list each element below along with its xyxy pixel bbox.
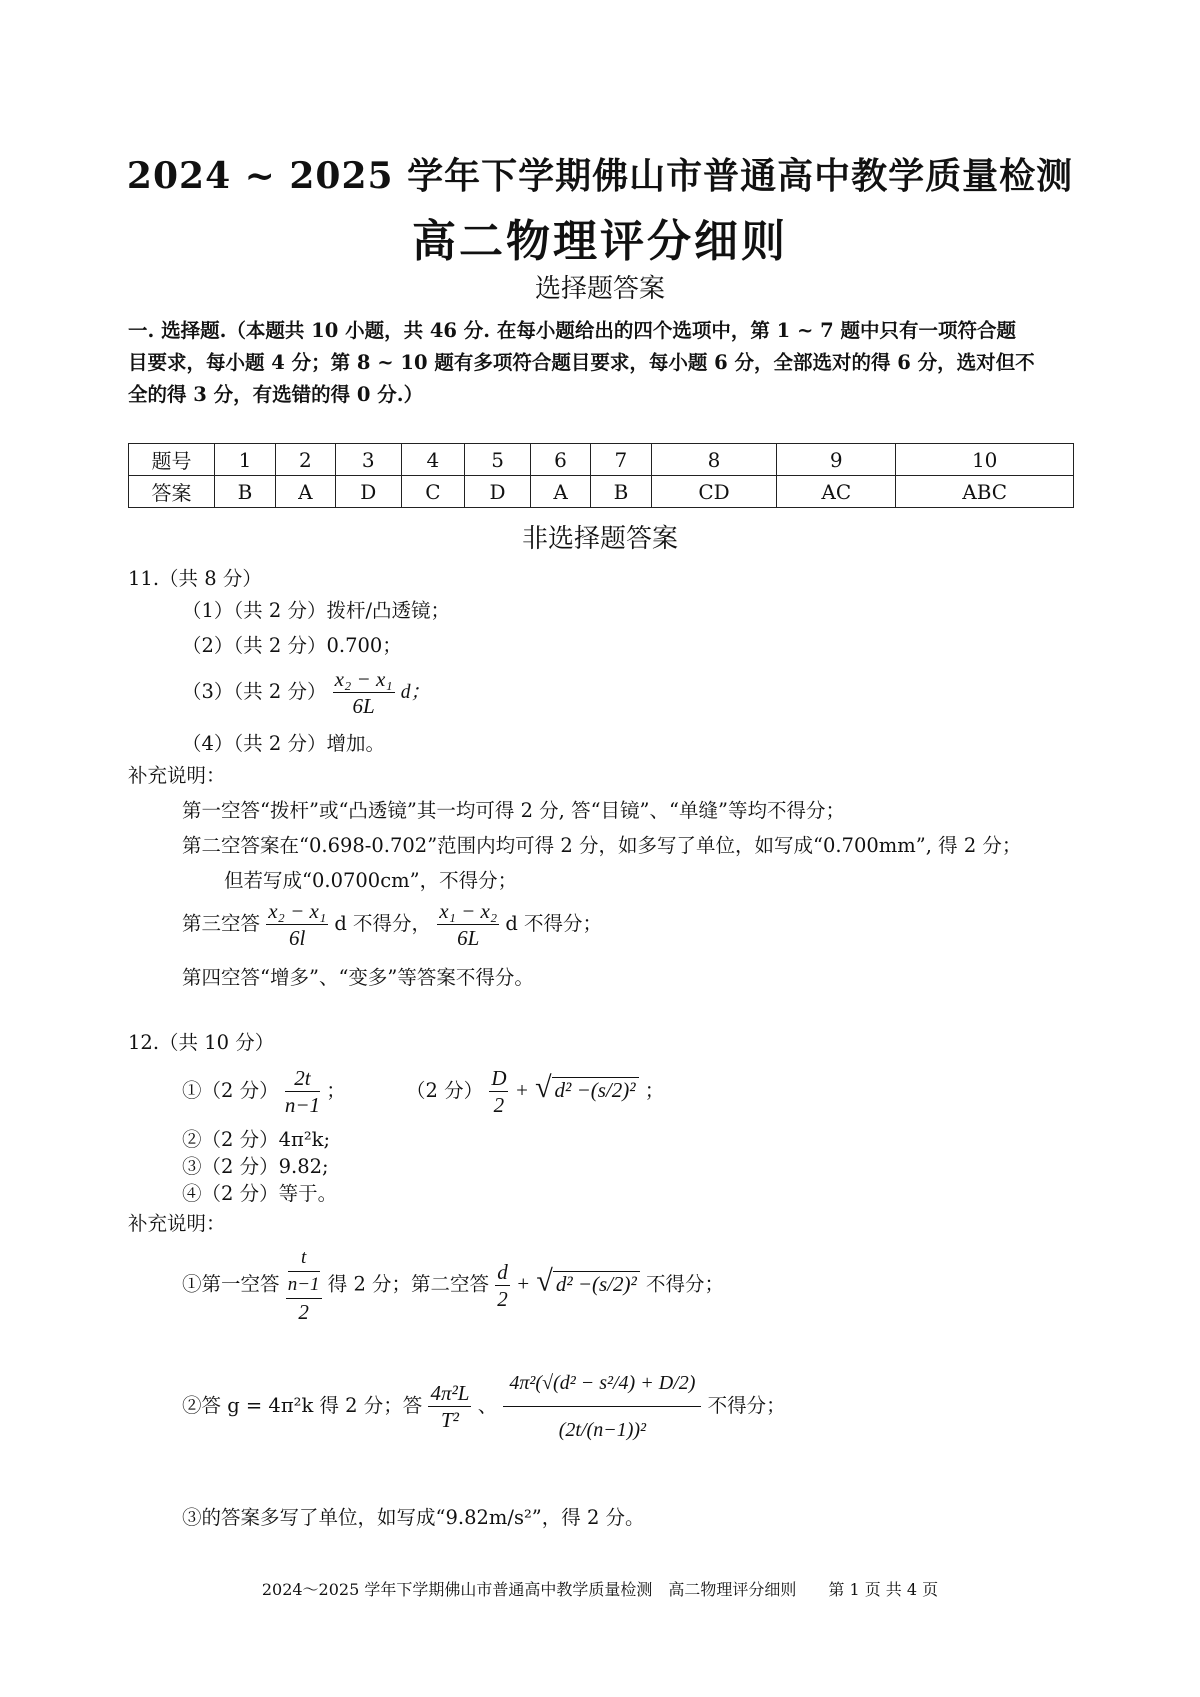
q11-note-heading: 补充说明：: [128, 764, 226, 787]
instruction-line: 一. 选择题.（本题共 10 小题，共 46 分. 在每小题给出的四个选项中，第 1 ~ 7 题中只有一项符合题: [128, 319, 1017, 342]
q11-note-2b: 但若写成“0.0700cm”，不得分；: [224, 869, 518, 892]
q12-answer-1-sep: ；: [326, 1079, 346, 1102]
fraction-numerator: x₂ − x₁: [334, 667, 393, 691]
fraction-numerator: t: [288, 1245, 320, 1272]
q12-note-1: ①第一空答 $\frac{\frac{t}{n-1}}{2}$ 得 2 分；第二空答 $\frac{d}{2}$ + √ d² −(s/2)² 不得分；: [182, 1247, 725, 1324]
q12-note-2-sep: 、: [477, 1394, 498, 1417]
fraction: [437, 898, 499, 951]
table-cell: 9: [777, 444, 896, 476]
fraction-numerator: 2t: [285, 1065, 320, 1092]
q11-note-3-mid: d 不得分，: [334, 912, 432, 935]
fraction-denominator: n−1: [287, 1274, 320, 1295]
table-row-answers: [129, 476, 1074, 508]
table-cell: D: [335, 476, 401, 508]
sqrt-expression: d² −(s/2)²: [553, 1271, 640, 1296]
fraction-denominator: 6L: [352, 694, 375, 718]
fraction-denominator: T²: [440, 1408, 459, 1432]
fraction-denominator: (2t/(n−1))²: [558, 1419, 647, 1441]
fraction-numerator: 4π²L: [430, 1381, 470, 1405]
table-cell: B: [215, 476, 276, 508]
document-subtitle: 高二物理评分细则: [412, 216, 788, 267]
fraction-denominator: 6L: [457, 926, 480, 950]
row-label: 答案: [129, 476, 215, 508]
fraction: [266, 898, 328, 951]
q12-answer-1b: （2 分） $\frac{D}{2}$ + √ d² −(s/2)² ；: [406, 1066, 665, 1117]
q11-part-2: （2）（共 2 分）0.700；: [182, 634, 402, 657]
table-cell: 10: [896, 444, 1074, 476]
q11-part-3-label: （3）（共 2 分）: [182, 680, 327, 703]
q12-answer-1-label: ①（2 分）: [182, 1079, 279, 1102]
q12-note-2-tail: 不得分；: [707, 1394, 786, 1417]
section-heading-nonchoice: 非选择题答案: [521, 524, 678, 554]
section-heading-choice: 选择题答案: [534, 274, 665, 304]
instruction-line: 全的得 3 分，有选错的得 0 分.）: [128, 383, 424, 406]
q12-note-1-mid: 得 2 分；第二空答: [327, 1272, 490, 1296]
q11-part-1: （1）（共 2 分）拨杆/凸透镜；: [182, 599, 451, 622]
fraction-numerator: x₂ − x₁: [268, 899, 327, 923]
table-cell: AC: [777, 476, 896, 508]
q11-note-3-tail: d 不得分；: [505, 912, 603, 935]
sqrt-expression: d² −(s/2)²: [552, 1077, 639, 1102]
table-cell: C: [401, 476, 464, 508]
q12-note-2-label: ②答 g = 4π²k 得 2 分；答: [182, 1394, 423, 1417]
table-cell: A: [531, 476, 591, 508]
page-footer: 2024～2025 学年下学期佛山市普通高中教学质量检测 高二物理评分细则 第 1 页 共 4 页: [261, 1580, 939, 1599]
fraction-denominator: 2: [298, 1300, 309, 1324]
q12-answer-1: [182, 1065, 346, 1118]
table-cell: 2: [275, 444, 335, 476]
q12-answer-1b-label: （2 分）: [406, 1079, 484, 1102]
q11-part-4: （4）（共 2 分）增加。: [182, 732, 385, 755]
table-cell: ABC: [896, 476, 1074, 508]
q12-note-2: [182, 1360, 786, 1453]
q11-note-1: 第一空答“拨杆”或“凸透镜”其一均可得 2 分, 答“目镜”、“单缝”等均不得分；: [182, 799, 845, 822]
fraction-numerator: d: [497, 1259, 508, 1284]
q11-note-3: [182, 898, 602, 951]
q11-part-3-tail: d；: [400, 682, 431, 703]
q12-note-1-tail: 不得分；: [646, 1272, 725, 1296]
sqrt-icon: √: [536, 1264, 553, 1298]
fraction: [285, 1065, 320, 1118]
fraction-denominator: 2: [493, 1093, 505, 1117]
table-cell: 3: [335, 444, 401, 476]
q12-answer-3: ③（2 分）9.82;: [182, 1155, 329, 1178]
sqrt-icon: √: [535, 1071, 552, 1104]
table-cell: 8: [651, 444, 776, 476]
fraction-denominator: 6l: [289, 926, 306, 950]
fraction-numerator: [286, 1245, 322, 1299]
q12-answer-2: ②（2 分）4π²k;: [182, 1128, 331, 1151]
document-title: 2024 ~ 2025 学年下学期佛山市普通高中教学质量检测: [126, 155, 1074, 197]
table-row-numbers: [129, 444, 1074, 476]
fraction-numerator: D: [491, 1066, 507, 1090]
q11-heading: 11.（共 8 分）: [128, 567, 262, 590]
fraction: [428, 1380, 471, 1433]
answer-table: [128, 443, 1074, 508]
fraction: [333, 666, 395, 719]
table-cell: A: [275, 476, 335, 508]
q11-note-4: 第四空答“增多”、“变多”等答案不得分。: [182, 966, 534, 989]
q12-answer-4: ④（2 分）等于。: [182, 1182, 338, 1205]
fraction: [288, 1245, 320, 1298]
fraction-numerator: 4π²(√(d² − s²/4) + D/2): [503, 1360, 701, 1407]
fraction: [503, 1360, 701, 1453]
fraction-numerator: x₁ − x₂: [439, 899, 498, 923]
q11-note-3-label: 第三空答: [182, 912, 261, 935]
fraction-denominator: n−1: [284, 1093, 320, 1117]
q11-note-2: 第二空答案在“0.698-0.702”范围内均可得 2 分，如多写了单位，如写成“0.700mm”, 得 2 分；: [182, 834, 1022, 857]
table-cell: 5: [465, 444, 531, 476]
table-cell: B: [590, 476, 651, 508]
q12-answer-1b-tail: ；: [644, 1079, 665, 1102]
q12-note-3: ③的答案多写了单位，如写成“9.82m/s²”，得 2 分。: [182, 1506, 645, 1529]
table-cell: 6: [531, 444, 591, 476]
q11-part-3: [182, 666, 430, 719]
q12-heading: 12.（共 10 分）: [128, 1031, 275, 1054]
fraction: [495, 1259, 510, 1312]
table-cell: 7: [590, 444, 651, 476]
fraction: [489, 1065, 508, 1118]
table-cell: CD: [651, 476, 776, 508]
table-cell: 1: [215, 444, 276, 476]
fraction-denominator: 2: [497, 1286, 508, 1311]
table-cell: D: [465, 476, 531, 508]
q12-note-1-label: ①第一空答: [182, 1272, 280, 1296]
fraction: [286, 1245, 322, 1325]
instruction-line: 目要求，每小题 4 分；第 8 ~ 10 题有多项符合题目要求，每小题 6 分，全部选对的得 6 分，选对但不: [128, 351, 1035, 374]
table-cell: 4: [401, 444, 464, 476]
row-label: 题号: [129, 444, 215, 476]
choice-instructions: [128, 315, 1073, 411]
q12-note-heading: 补充说明：: [128, 1212, 226, 1235]
